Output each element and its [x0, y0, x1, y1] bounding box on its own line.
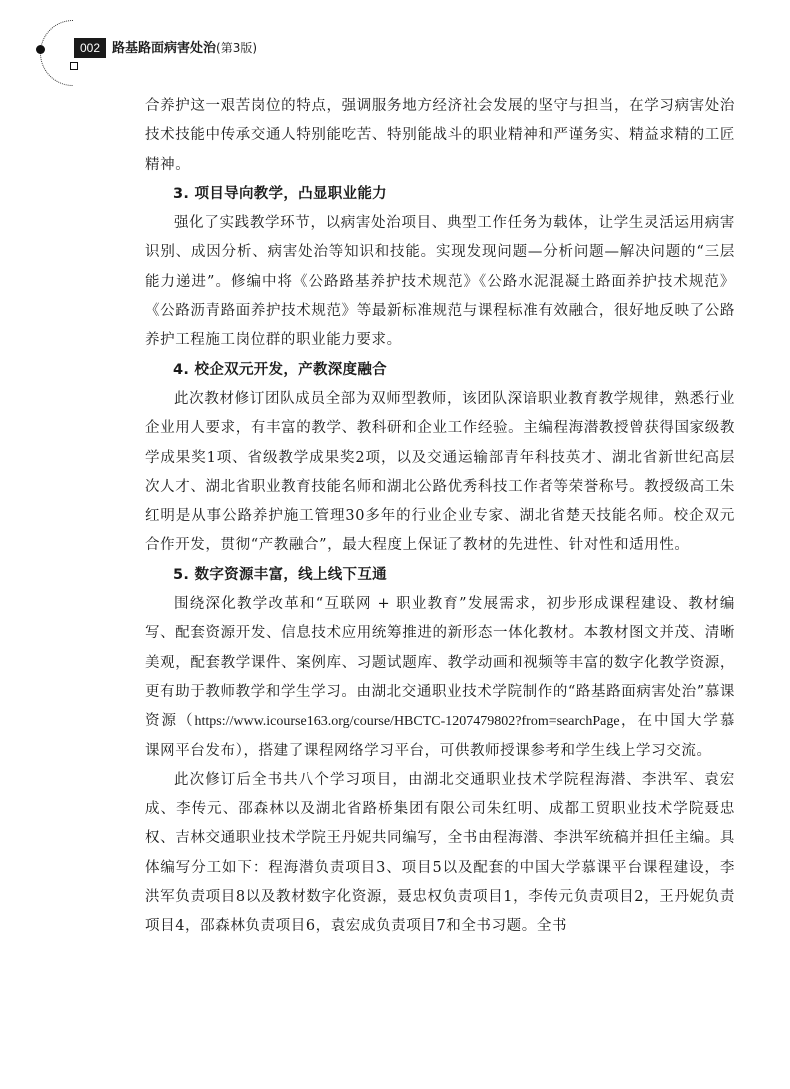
decorative-dot — [36, 45, 45, 54]
paragraph-section-5 — [145, 590, 735, 766]
mooc-url: https://www.icourse163.org/course/HBCTC-1207479802?from=searchPage — [194, 714, 620, 730]
page-header — [0, 0, 790, 90]
book-title: 路基路面病害处治 — [112, 41, 217, 56]
paragraph-section-4: 此次教材修订团队成员全部为双师型教师，该团队深谙职业教育教学规律，熟悉行业企业用人要求，有丰富的教学、教科研和企业工作经验。主编程海潜教授曾获得国家级教学成果奖1项、省级教学成果奖2项，以及交通运输部青年科技英才、湖北省新世纪高层次人才、湖北省职业教育技能名师和湖北公路优秀科技工作者等荣誉称号。教授级高工朱红明是从事公路养护施工管理30多年的行业企业专家、湖北省楚天技能名师。校企双元合作开发，贯彻“产教融合”，最大程度上保证了教材的先进性、针对性和适用性。 — [145, 390, 735, 554]
running-title — [112, 39, 257, 58]
paragraph-section-5-part2: ，在中国大学慕课网平台发布），搭建了课程网络学习平台，可供教师授课参考和学生线上学习交流。 — [145, 713, 735, 759]
page-number: 002 — [74, 38, 106, 58]
section-heading-3: 3. 项目导向教学，凸显职业能力 — [173, 185, 387, 202]
edition-label: (第3版) — [216, 41, 258, 55]
paragraph-continued: 合养护这一艰苦岗位的特点，强调服务地方经济社会发展的坚守与担当，在学习病害处治技术技能中传承交通人特别能吃苦、特别能战斗的职业精神和严谨务实、精益求精的工匠精神。 — [145, 98, 735, 173]
paragraph-section-5-part1: 围绕深化教学改革和“互联网 + 职业教育”发展需求，初步形成课程建设、教材编写、配套资源开发、信息技术应用统筹推进的新形态一体化教材。本教材图文并茂、清晰美观，配套教学课件、案例库、习题试题库、教学动画和视频等丰富的数字化教学资源，更有助于教师教学和学生学习。由湖北交通职业技术学院制作的“路基路面病害处治”慕课资源（ — [145, 596, 735, 730]
decorative-square — [70, 62, 78, 70]
paragraph-authors: 此次修订后全书共八个学习项目，由湖北交通职业技术学院程海潜、李洪军、袁宏成、李传元、邵森林以及湖北省路桥集团有限公司朱红明、成都工贸职业技术学院聂忠权、吉林交通职业技术学院王丹妮共同编写，全书由程海潜、李洪军统稿并担任主编。具体编写分工如下：程海潜负责项目3、项目5以及配套的中国大学慕课平台课程建设，李洪军负责项目8以及教材数字化资源，聂忠权负责项目1，李传元负责项目2，王丹妮负责项目4，邵森林负责项目6，袁宏成负责项目7和全书习题。全书 — [145, 771, 735, 935]
section-heading-4: 4. 校企双元开发，产教深度融合 — [173, 361, 387, 378]
paragraph-section-3: 强化了实践教学环节，以病害处治项目、典型工作任务为载体，让学生灵活运用病害识别、成因分析、病害处治等知识和技能。实现发现问题—分析问题—解决问题的“三层能力递进”。修编中将《公路路基养护技术规范》《公路水泥混凝土路面养护技术规范》《公路沥青路面养护技术规范》等最新标准规范与课程标准有效融合，很好地反映了公路养护工程施工岗位群的职业能力要求。 — [145, 215, 735, 349]
section-heading-5: 5. 数字资源丰富，线上线下互通 — [173, 566, 387, 583]
page-body — [145, 92, 735, 942]
